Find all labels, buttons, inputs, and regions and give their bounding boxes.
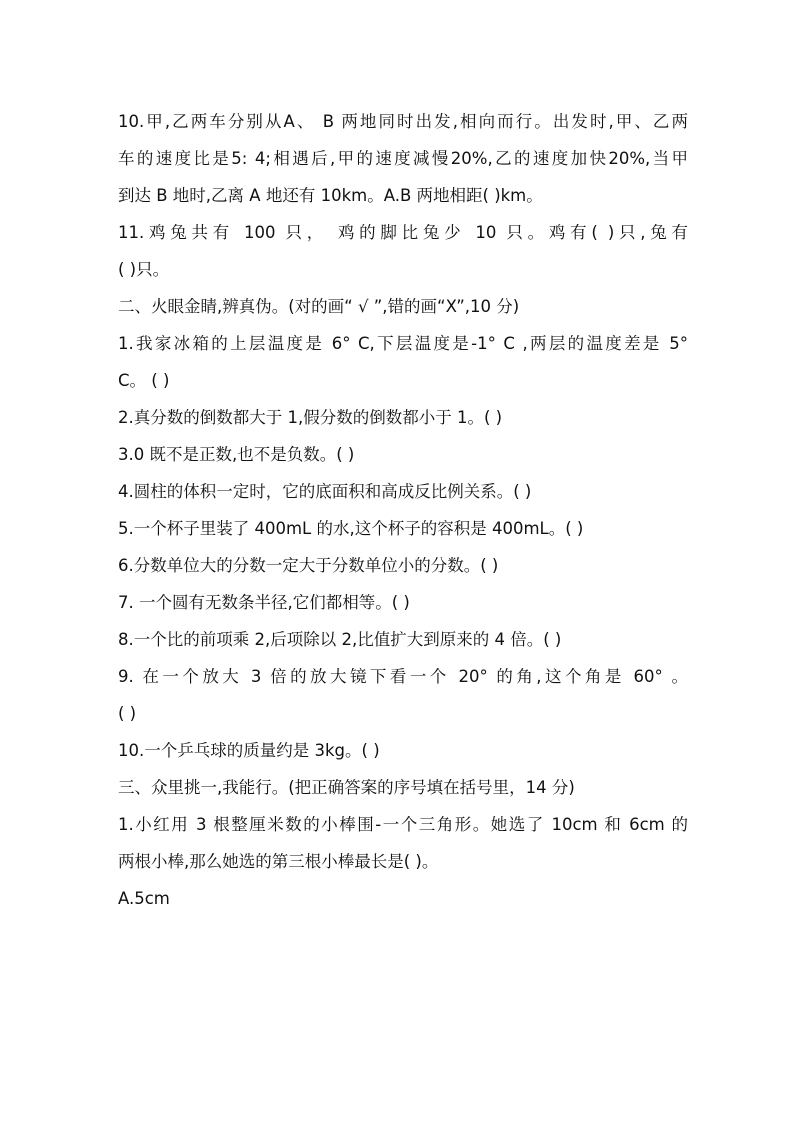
text-line: 车的速度比是5: 4;相遇后,甲的速度减慢20%,乙的速度加快20%,当甲 [118, 149, 688, 168]
text-line: 两根小棒,那么她选的第三根小棒最长是( )。 [118, 852, 439, 871]
text-line: A.5cm [118, 889, 170, 908]
text-line: 5.一个杯子里装了 400mL 的水,这个杯子的容积是 400mL。( ) [118, 519, 584, 538]
text-line: 10.一个乒乓球的质量约是 3kg。( ) [118, 741, 380, 760]
text-line: C。 ( ) [118, 371, 170, 390]
text-line: 6.分数单位大的分数一定大于分数单位小的分数。( ) [118, 556, 499, 575]
text-line: 1.我家冰箱的上层温度是 6° C,下层温度是-1° C ,两层的温度差是 5° [118, 334, 688, 353]
text-line: 7. 一个圆有无数条半径,它们都相等。( ) [118, 593, 410, 612]
text-line: 8.一个比的前项乘 2,后项除以 2,比值扩大到原来的 4 倍。( ) [118, 630, 562, 649]
text-line: 二、火眼金睛,辨真伪。(对的画“ √ ”,错的画“X”,10 分) [118, 297, 520, 316]
text-line: 9. 在一个放大 3 倍的放大镜下看一个 20° 的角,这个角是 60° 。 [118, 667, 688, 686]
text-line: 11.鸡兔共有 100 只， 鸡的脚比兔少 10 只。鸡有( )只,兔有 [118, 223, 688, 242]
text-line: 到达 B 地时,乙离 A 地还有 10km。A.B 两地相距( )km。 [118, 186, 543, 205]
document-body [118, 103, 688, 917]
text-line: 三、众里挑一,我能行。(把正确答案的序号填在括号里，14 分) [118, 778, 575, 797]
text-line: ( ) [118, 704, 137, 723]
text-line: 1.小红用 3 根整厘米数的小棒围-一个三角形。她选了 10cm 和 6cm 的 [118, 815, 688, 834]
text-line: 3.0 既不是正数,也不是负数。( ) [118, 445, 355, 464]
text-line: 4.圆柱的体积一定时，它的底面积和高成反比例关系。( ) [118, 482, 532, 501]
text-line: 10.甲,乙两车分别从A、 B 两地同时出发,相向而行。出发时,甲、乙两 [118, 112, 688, 131]
text-line: 2.真分数的倒数都大于 1,假分数的倒数都小于 1。( ) [118, 408, 503, 427]
text-line: ( )只。 [118, 260, 170, 279]
